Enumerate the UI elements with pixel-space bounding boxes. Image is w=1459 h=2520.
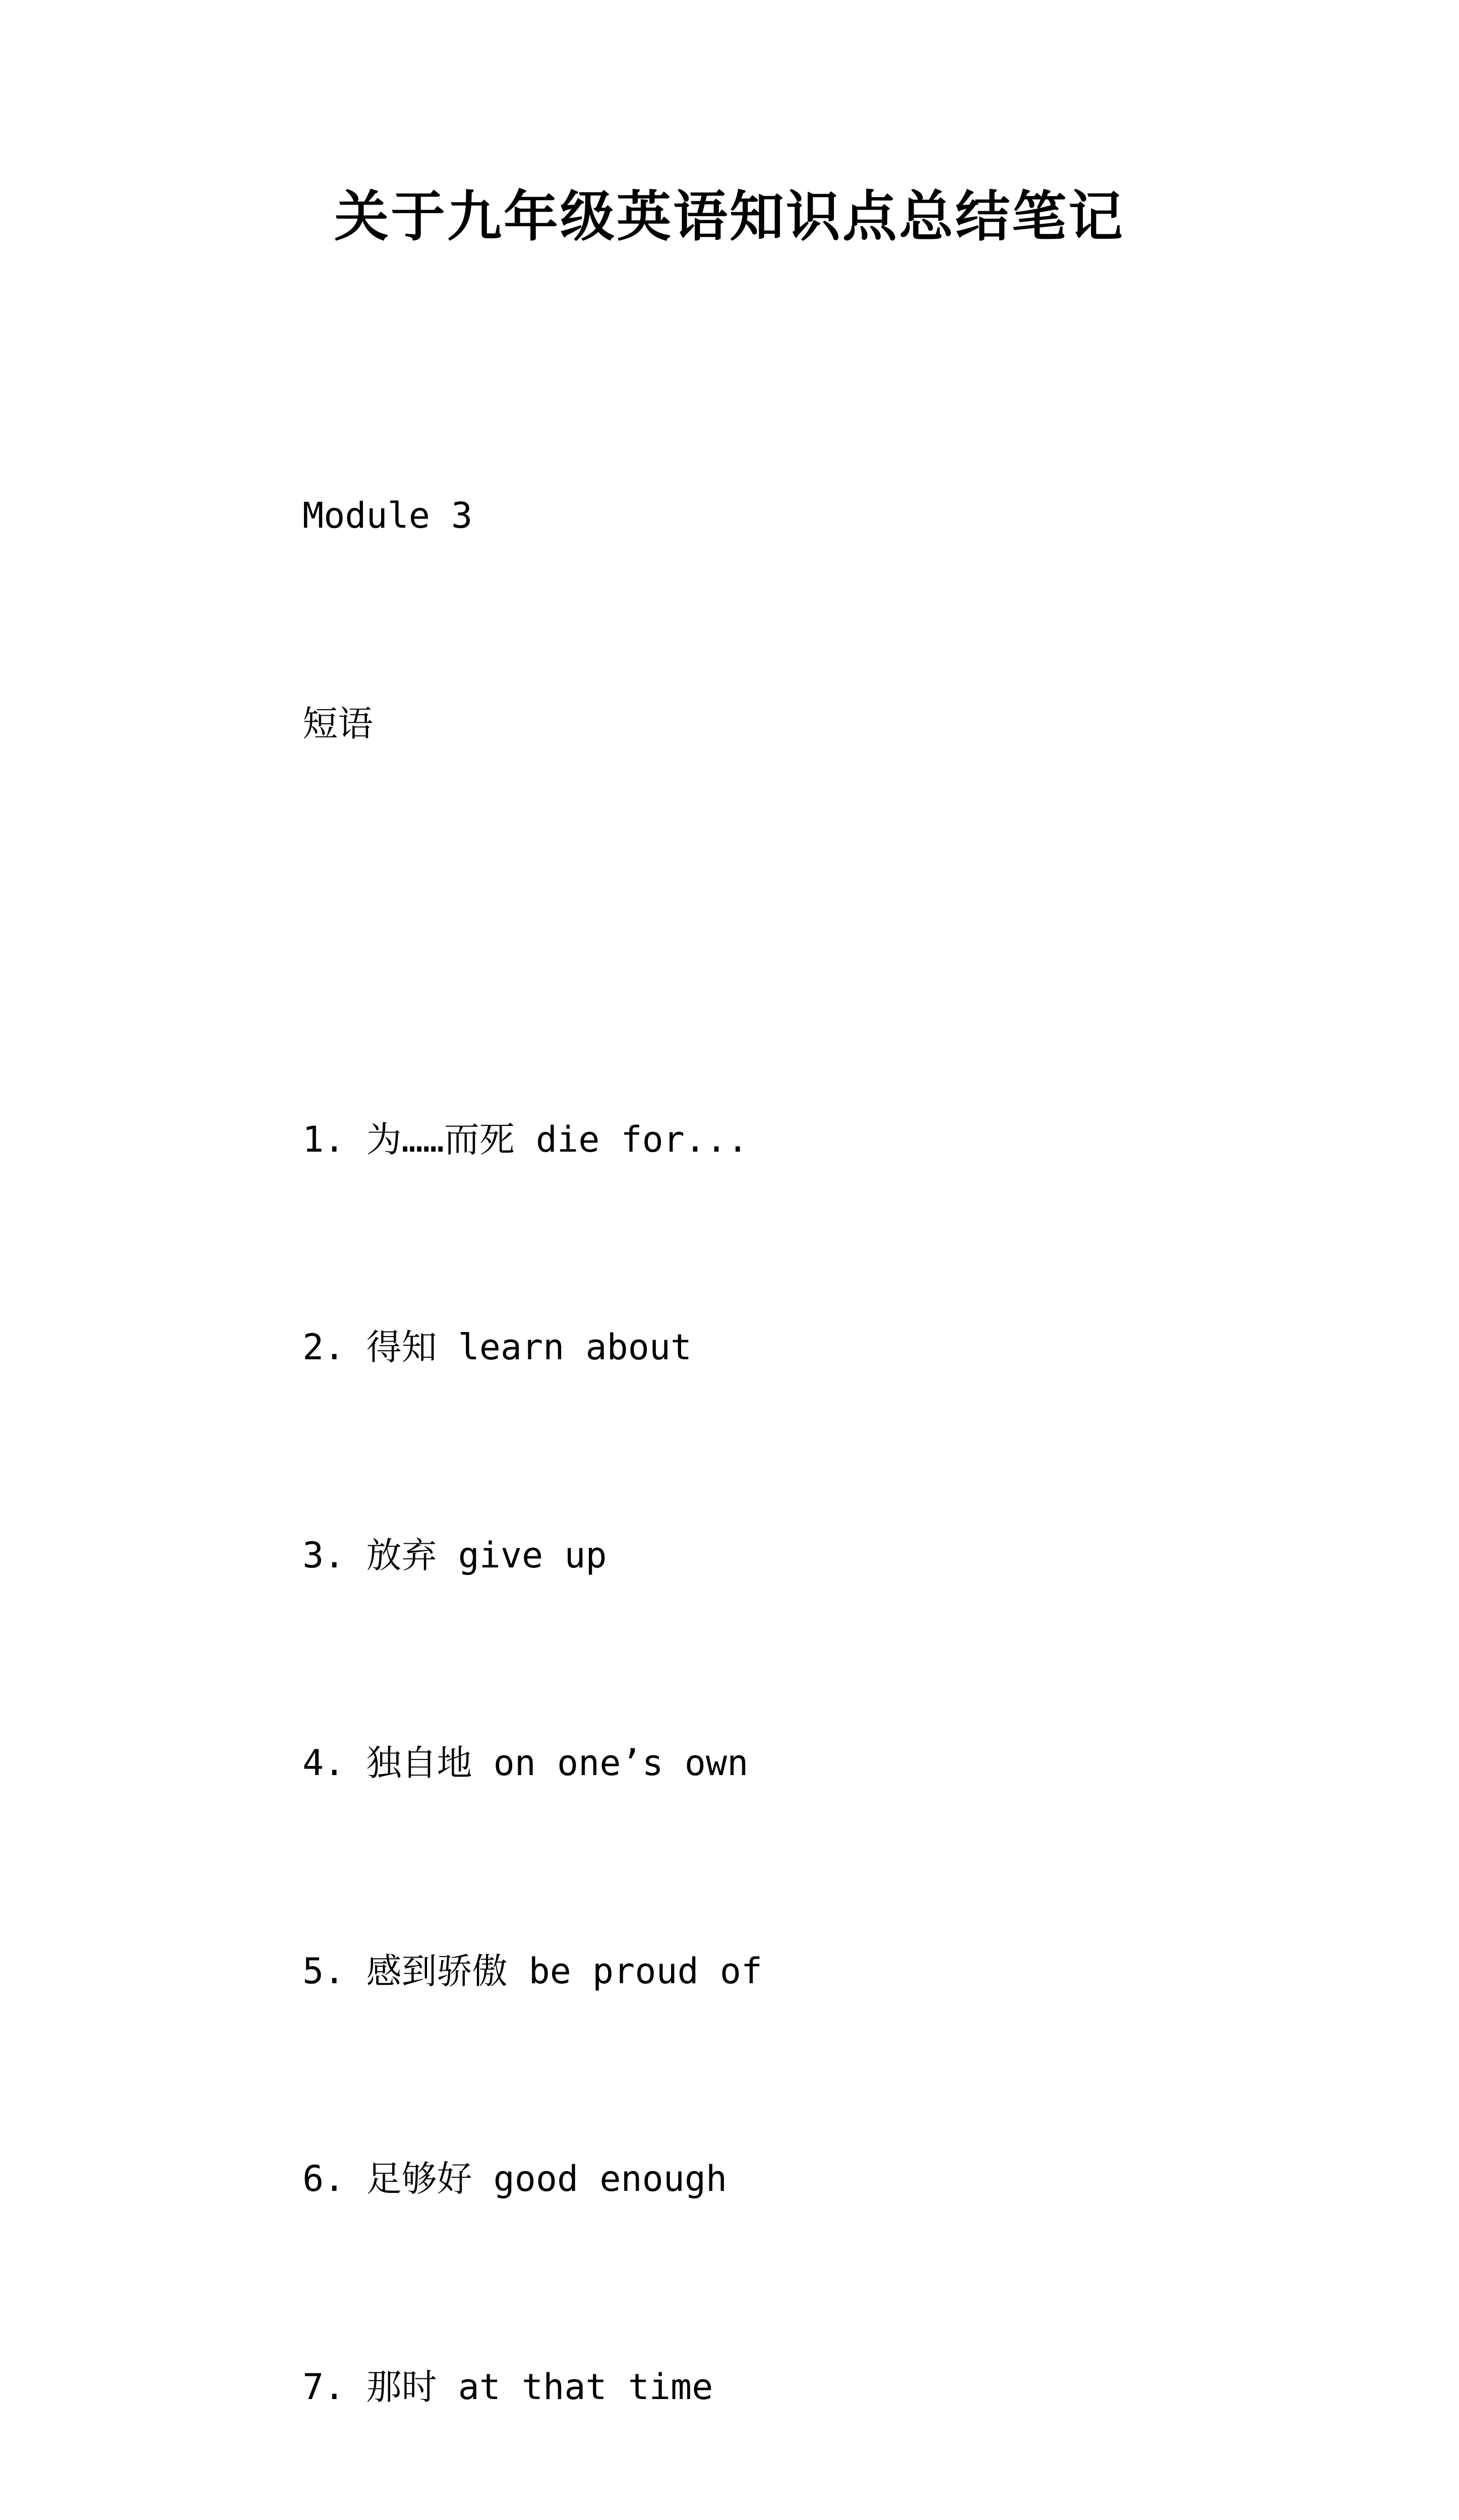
phrase-item bbox=[302, 2145, 1361, 2214]
module-heading: Module 3 bbox=[302, 481, 1361, 551]
item-number: 2. bbox=[302, 1327, 345, 1368]
phrase-item bbox=[302, 1937, 1361, 2006]
item-number: 3. bbox=[302, 1535, 345, 1576]
item-number: 5. bbox=[302, 1950, 345, 1992]
english-phrase: at that time bbox=[458, 2366, 713, 2408]
document-body bbox=[302, 343, 1361, 2520]
phrase-item bbox=[302, 1729, 1361, 1798]
phrase-item bbox=[302, 1105, 1361, 1175]
chinese-phrase: 得知 bbox=[366, 1327, 437, 1368]
english-phrase: learn about bbox=[458, 1327, 692, 1368]
phrase-item bbox=[302, 2353, 1361, 2422]
english-phrase: give up bbox=[458, 1535, 607, 1576]
phrase-item bbox=[302, 1313, 1361, 1382]
page-title: 关于九年级英语知识点总结笔记 bbox=[0, 179, 1459, 255]
item-number: 7. bbox=[302, 2366, 345, 2408]
phrase-list bbox=[302, 967, 1361, 2520]
item-number: 1. bbox=[302, 1119, 345, 1160]
english-phrase: good enough bbox=[494, 2158, 727, 2199]
item-number: 6. bbox=[302, 2158, 345, 2199]
item-number: 4. bbox=[302, 1742, 345, 1784]
phrases-heading: 短语 bbox=[302, 689, 1361, 759]
chinese-phrase: 放弃 bbox=[366, 1535, 437, 1576]
english-phrase: be proud of bbox=[529, 1950, 763, 1992]
chinese-phrase: 感到骄傲 bbox=[366, 1950, 507, 1992]
english-phrase: on one’s own bbox=[494, 1742, 749, 1784]
chinese-phrase: 那时 bbox=[366, 2366, 437, 2408]
phrase-item bbox=[302, 1521, 1361, 1591]
chinese-phrase: 足够好 bbox=[366, 2158, 472, 2199]
chinese-phrase: 为……而死 bbox=[366, 1119, 514, 1160]
chinese-phrase: 独自地 bbox=[366, 1742, 472, 1784]
english-phrase: die for... bbox=[536, 1119, 748, 1160]
